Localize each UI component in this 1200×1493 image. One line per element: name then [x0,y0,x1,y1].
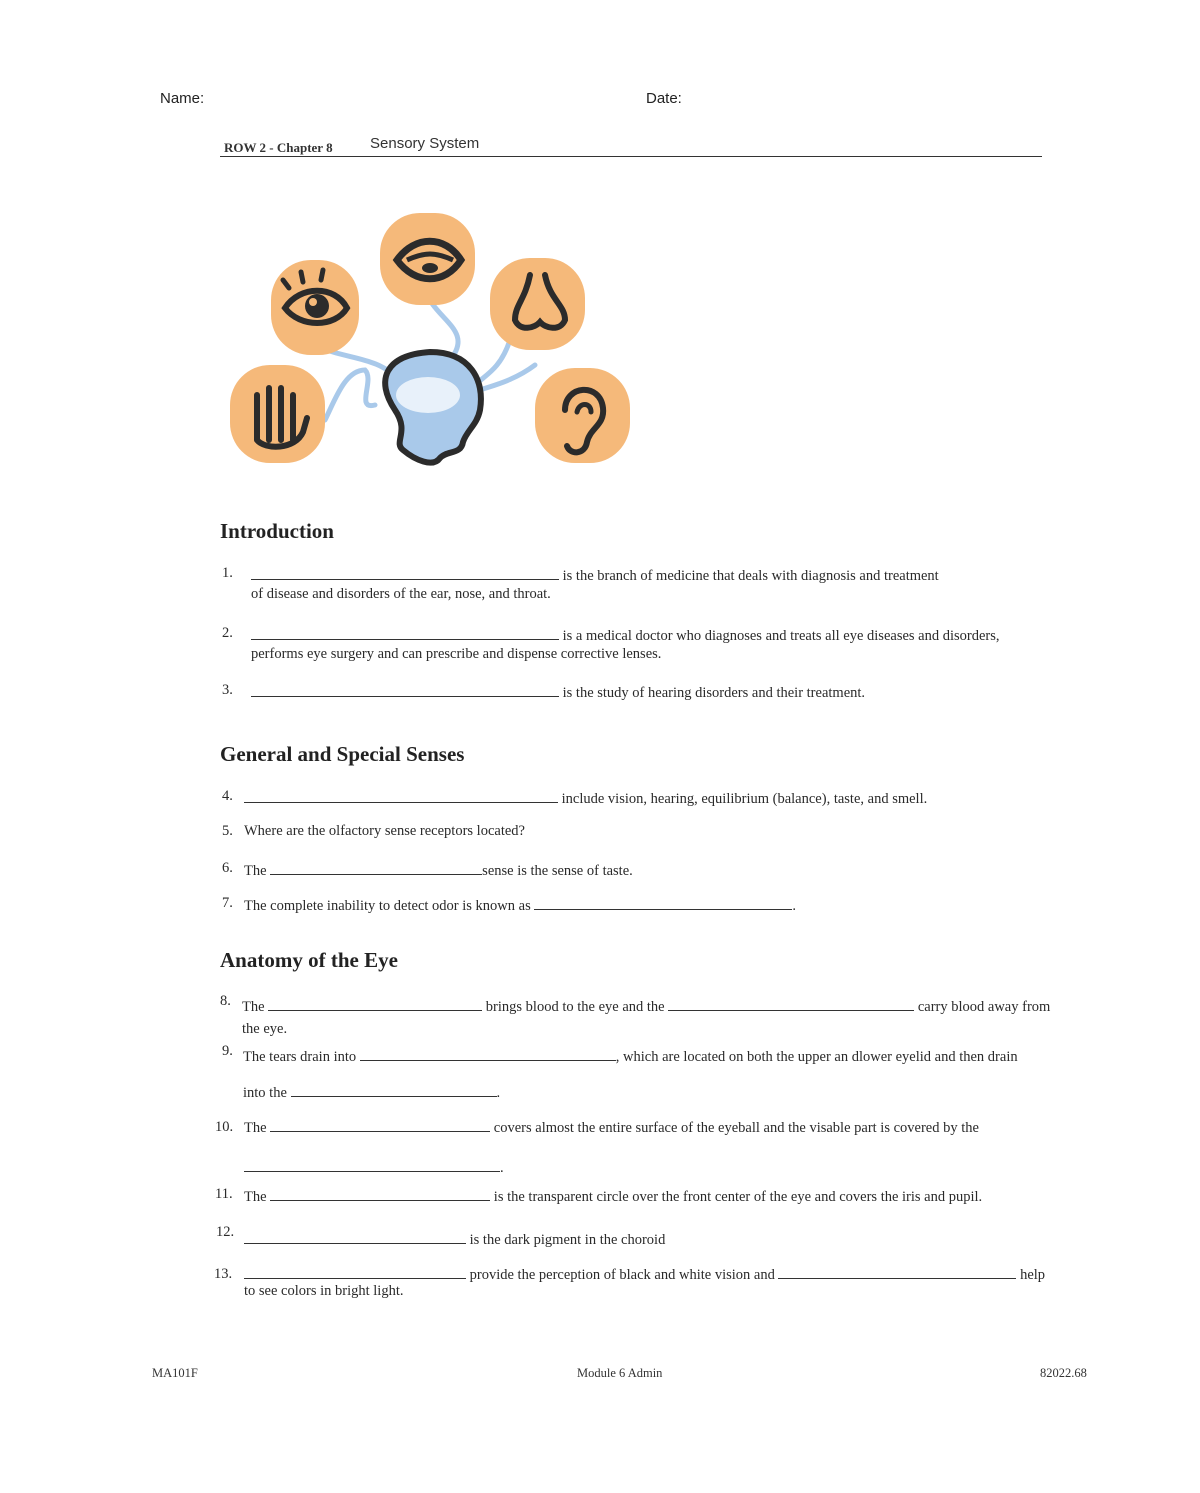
question-number: 6. [222,860,233,876]
answer-blank[interactable] [270,1117,490,1132]
question-number: 7. [222,895,233,911]
question-number: 8. [220,993,231,1009]
answer-blank[interactable] [291,1082,497,1097]
question-13: provide the perception of black and white vision and help [244,1264,1045,1284]
section-heading-introduction: Introduction [220,519,334,543]
question-8-continued: the eye. [242,1021,288,1037]
question-2-continued: performs eye surgery and can prescribe and dispense corrective lenses. [251,646,662,662]
answer-blank[interactable] [244,1264,466,1279]
question-number: 13. [214,1266,233,1282]
senses-illustration [225,210,635,480]
question-13-continued: to see colors in bright light. [244,1283,404,1299]
question-number: 5. [222,823,233,839]
question-number: 10. [215,1119,234,1135]
answer-blank[interactable] [251,682,559,697]
mouth-icon [380,213,475,305]
course-line: ROW 2 - Chapter 8 [224,140,333,155]
ear-icon [535,368,630,463]
topic-title: Sensory System [370,135,480,152]
answer-blank[interactable] [270,1186,490,1201]
question-9-continued: into the . [243,1082,500,1102]
footer-right: 82022.68 [1040,1366,1087,1380]
answer-blank[interactable] [244,1157,500,1172]
date-label: Date: [646,90,682,107]
hand-icon [230,365,325,463]
question-1: is the branch of medicine that deals with diagnosis and treatment [251,565,939,585]
answer-blank[interactable] [244,1229,466,1244]
question-number: 11. [215,1186,233,1202]
footer-left: MA101F [152,1366,198,1380]
answer-blank[interactable] [244,788,558,803]
question-number: 12. [216,1224,235,1240]
question-8: The brings blood to the eye and the carry blood away from [242,996,1050,1016]
section-heading-eye: Anatomy of the Eye [220,948,398,972]
head-icon [385,352,481,463]
question-number: 9. [222,1043,233,1059]
question-6: The sense is the sense of taste. [244,860,633,880]
question-3: is the study of hearing disorders and their treatment. [251,682,865,702]
question-number: 4. [222,788,233,804]
section-heading-senses: General and Special Senses [220,742,465,766]
footer-center: Module 6 Admin [577,1366,663,1380]
question-number: 2. [222,625,233,641]
question-2: is a medical doctor who diagnoses and treats all eye diseases and disorders, [251,625,1000,645]
eye-icon [271,260,359,355]
answer-blank[interactable] [778,1264,1016,1279]
question-11: The is the transparent circle over the front center of the eye and covers the iris and pupil. [244,1186,982,1206]
question-number: 1. [222,565,233,581]
answer-blank[interactable] [251,565,559,580]
question-7: The complete inability to detect odor is known as . [244,895,796,915]
question-10-continued: . [244,1157,504,1177]
name-label: Name: [160,90,205,107]
answer-blank[interactable] [360,1046,616,1061]
question-12: is the dark pigment in the choroid [244,1229,665,1249]
question-1-continued: of disease and disorders of the ear, nose, and throat. [251,586,551,602]
question-10: The covers almost the entire surface of the eyeball and the visable part is covered by the [244,1117,979,1137]
answer-blank[interactable] [268,996,482,1011]
answer-blank[interactable] [534,895,792,910]
question-5: Where are the olfactory sense receptors located? [244,823,525,839]
answer-blank[interactable] [251,625,559,640]
question-number: 3. [222,682,233,698]
answer-blank[interactable] [668,996,914,1011]
answer-blank[interactable] [270,860,482,875]
header-rule [220,156,1042,157]
question-9: The tears drain into , which are located on both the upper an dlower eyelid and then drain [243,1046,1018,1066]
nose-icon [490,258,585,350]
question-4: include vision, hearing, equilibrium (balance), taste, and smell. [244,788,927,808]
